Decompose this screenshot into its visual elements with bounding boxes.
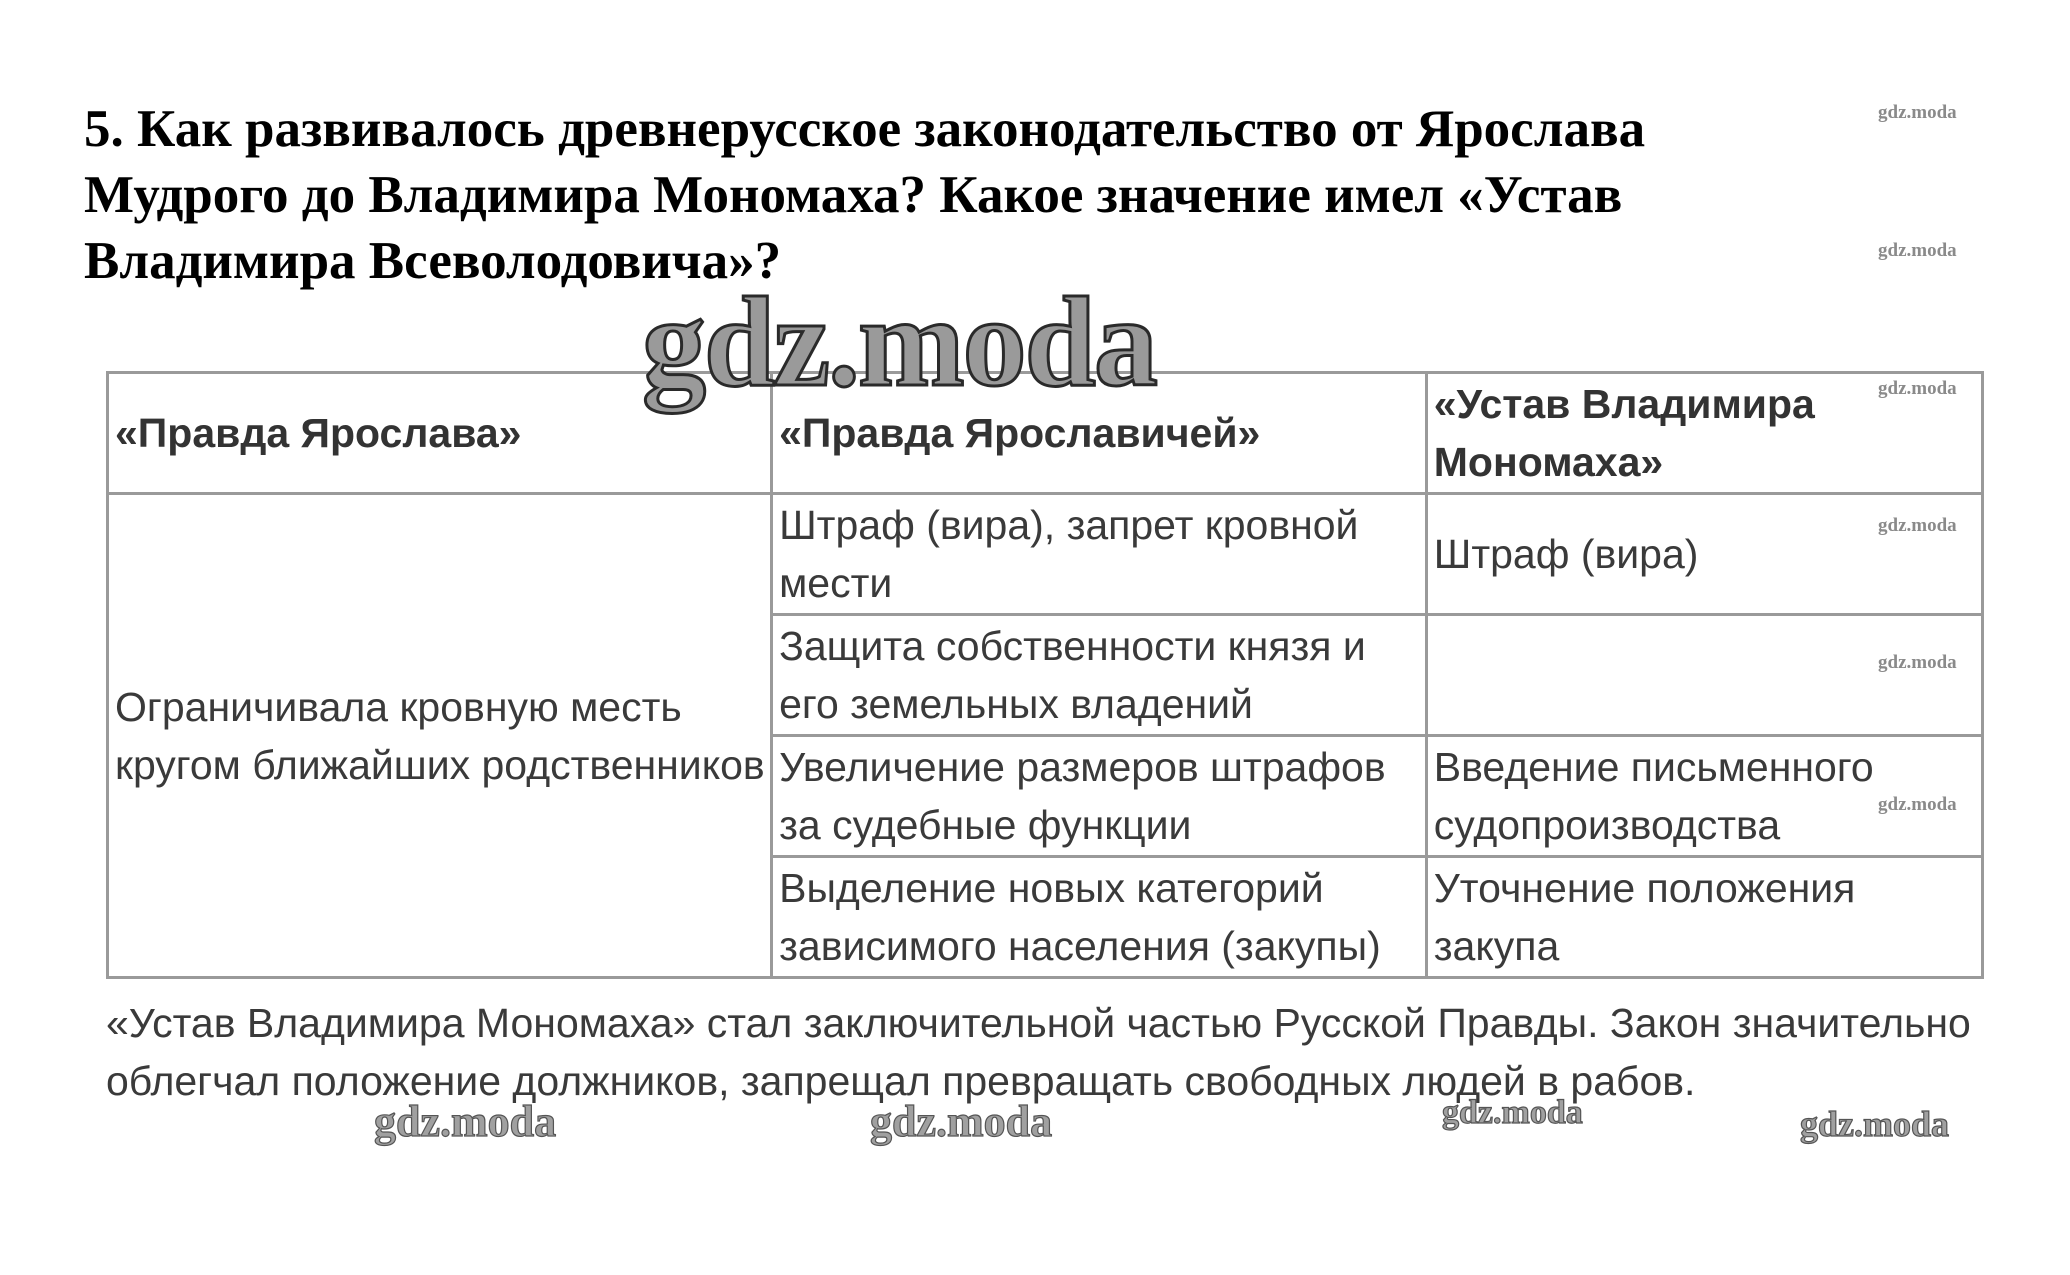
watermark-small: gdz.moda (1878, 794, 1957, 815)
watermark-bottom: gdz.moda (374, 1097, 557, 1146)
watermark-bottom: gdz.moda (1800, 1104, 1950, 1144)
law-comparison-table (106, 371, 1984, 979)
table-cell: Уточнение положения закупа (1426, 857, 1982, 978)
cell-pravda-yaroslava: Ограничивала кровную месть кругом ближайших родственников (108, 494, 772, 978)
table-row (108, 494, 1983, 615)
table-cell: Выделение новых категорий зависимого населения (закупы) (772, 857, 1427, 978)
question-line-2: Мудрого до Владимира Мономаха? Какое значение имел «Устав (84, 166, 1623, 224)
header-ustav-monomakha: «Устав Владимира Мономаха» (1426, 373, 1982, 494)
table-cell: Введение письменного судопроизводства (1426, 736, 1982, 857)
header-pravda-yaroslava: «Правда Ярослава» (108, 373, 772, 494)
question-line-3: Владимира Всеволодовича»? (84, 232, 782, 290)
watermark-small: gdz.moda (1878, 102, 1957, 123)
header-pravda-yaroslavichey: «Правда Ярославичей» (772, 373, 1427, 494)
conclusion-text: «Устав Владимира Мономаха» стал заключительной частью Русской Правды. Закон значительно облегчал положение должников, запрещал превращать свободных людей в рабов. (106, 1000, 1971, 1104)
question-title (84, 96, 1824, 294)
watermark-small: gdz.moda (1878, 378, 1957, 399)
watermark-small: gdz.moda (1878, 515, 1957, 536)
table-cell: Защита собственности князя и его земельных владений (772, 615, 1427, 736)
table-cell: Штраф (вира), запрет кровной мести (772, 494, 1427, 615)
table-cell: Штраф (вира) (1426, 494, 1982, 615)
watermark-bottom: gdz.moda (1442, 1094, 1583, 1131)
table-cell (1426, 615, 1982, 736)
question-line-1: 5. Как развивалось древнерусское законодательство от Ярослава (84, 100, 1646, 158)
watermark-large: gdz.moda (642, 271, 1156, 413)
watermark-small: gdz.moda (1878, 240, 1957, 261)
watermark-small: gdz.moda (1878, 652, 1957, 673)
watermark-bottom: gdz.moda (870, 1097, 1053, 1146)
table-cell: Увеличение размеров штрафов за судебные функции (772, 736, 1427, 857)
